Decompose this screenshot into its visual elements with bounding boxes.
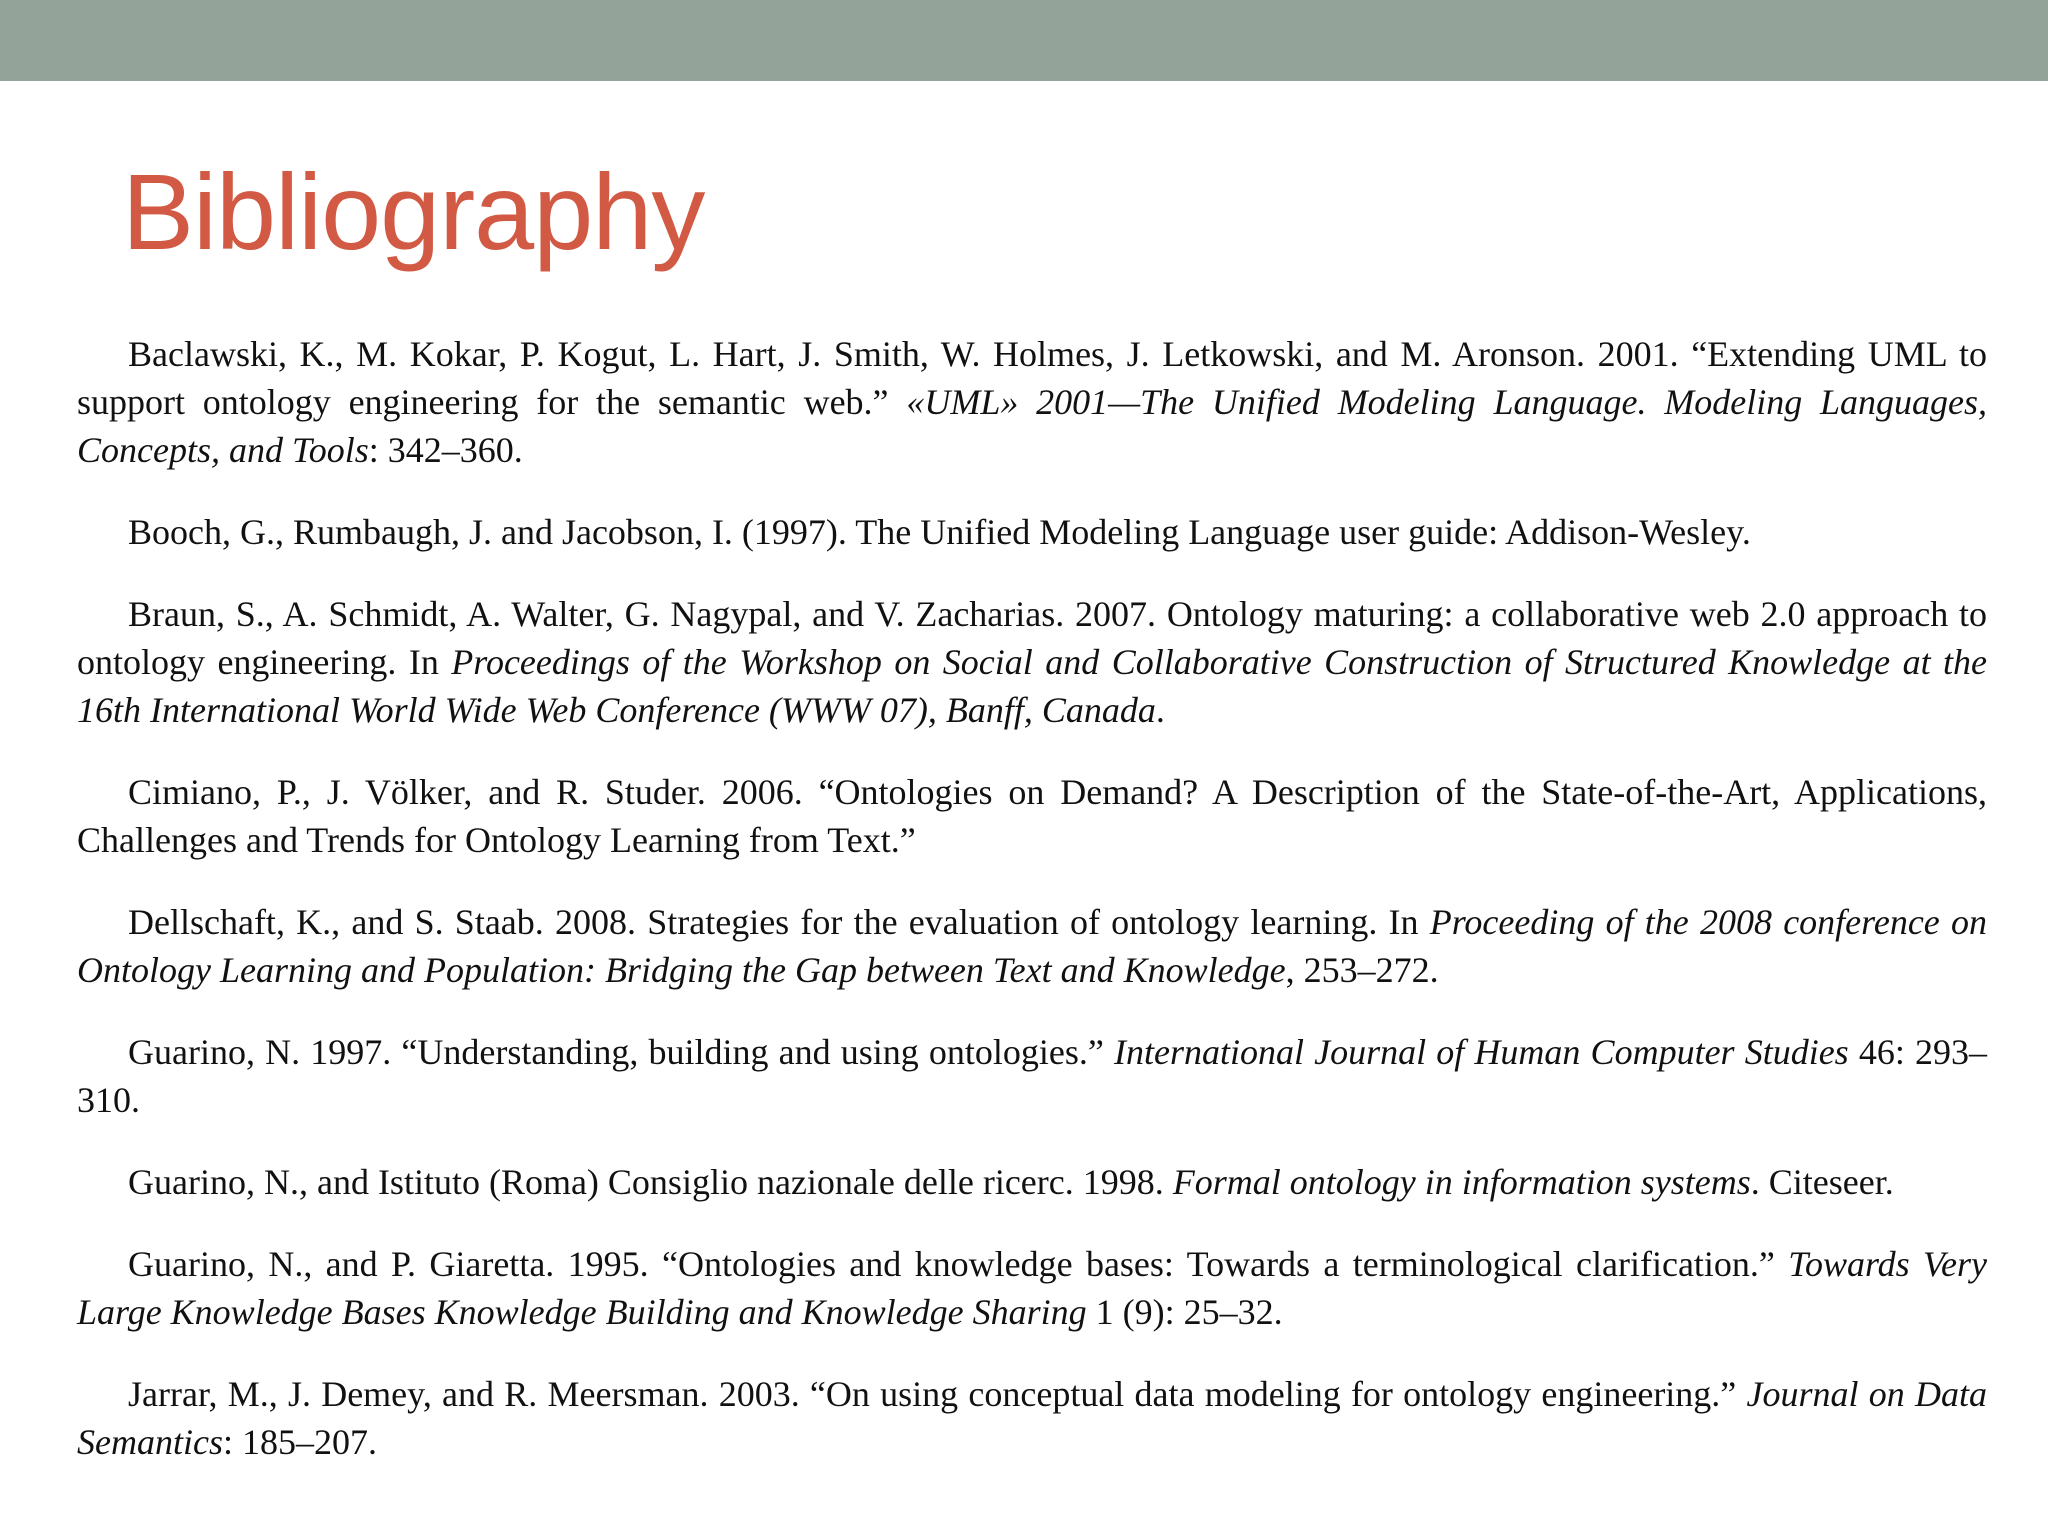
- entry-pages: 46: 293–310.: [77, 1032, 1987, 1120]
- entry-text: Jarrar, M., J. Demey, and R. Meersman. 2003. “On using conceptual data modeling for ontology engineering.”: [128, 1374, 1747, 1414]
- bibliography-entry: [77, 898, 1987, 994]
- entry-text: Baclawski, K., M. Kokar, P. Kogut, L. Hart, J. Smith, W. Holmes, J. Letkowski, and M. Aronson. 2001. “Extending UML to support ontology engineering for the semantic web.”: [77, 334, 1987, 422]
- bibliography-entry: [77, 590, 1987, 734]
- bibliography-entry: [77, 1240, 1987, 1336]
- entry-text: Guarino, N. 1997. “Understanding, building and using ontologies.”: [128, 1032, 1115, 1072]
- bibliography-entry: [77, 1370, 1987, 1466]
- entry-pages: . Citeseer.: [1750, 1162, 1894, 1202]
- entry-text: Booch, G., Rumbaugh, J. and Jacobson, I. (1997). The Unified Modeling Language user guide: Addison-Wesley.: [128, 512, 1751, 552]
- entry-publication: Towards Very Large Knowledge Bases Knowledge Building and Knowledge Sharing: [77, 1244, 1987, 1332]
- bibliography-entry: [77, 1158, 1987, 1206]
- bibliography-entry: [77, 1028, 1987, 1124]
- bibliography-list: [77, 330, 1987, 1500]
- bibliography-entry: [77, 768, 1987, 864]
- header-bar: [0, 0, 2048, 81]
- entry-publication: Formal ontology in information systems: [1172, 1162, 1751, 1202]
- page-title: Bibliography: [122, 151, 705, 272]
- entry-publication: International Journal of Human Computer Studies: [1114, 1032, 1849, 1072]
- entry-text: Dellschaft, K., and S. Staab. 2008. Strategies for the evaluation of ontology learning. In: [128, 902, 1430, 942]
- entry-text: Braun, S., A. Schmidt, A. Walter, G. Nagypal, and V. Zacharias. 2007. Ontology maturing: a collaborative web 2.0 approach to ontology engineering. In: [77, 594, 1987, 682]
- entry-pages: : 342–360.: [368, 430, 523, 470]
- entry-publication: «UML» 2001—The Unified Modeling Language. Modeling Languages, Concepts, and Tools: [77, 382, 1988, 470]
- entry-text: Guarino, N., and Istituto (Roma) Consiglio nazionale delle ricerc. 1998.: [128, 1162, 1173, 1202]
- entry-pages: .: [1155, 690, 1165, 730]
- entry-pages: 1 (9): 25–32.: [1086, 1292, 1283, 1332]
- entry-pages: , 253–272.: [1285, 950, 1439, 990]
- entry-text: Cimiano, P., J. Völker, and R. Studer. 2006. “Ontologies on Demand? A Description of the State-of-the-Art, Applications, Challenges and Trends for Ontology Learning from Text.”: [77, 772, 1987, 860]
- bibliography-entry: [77, 330, 1987, 474]
- entry-pages: : 185–207.: [222, 1422, 377, 1462]
- entry-publication: Proceedings of the Workshop on Social and Collaborative Construction of Structured Knowledge at the 16th International World Wide Web Conference (WWW 07), Banff, Canada: [77, 642, 1988, 730]
- bibliography-entry: [77, 508, 1987, 556]
- entry-publication: Journal on Data Semantics: [77, 1374, 1987, 1462]
- entry-text: Guarino, N., and P. Giaretta. 1995. “Ontologies and knowledge bases: Towards a terminological clarification.”: [128, 1244, 1789, 1284]
- entry-publication: Proceeding of the 2008 conference on Ontology Learning and Population: Bridging the Gap between Text and Knowledge: [77, 902, 1987, 990]
